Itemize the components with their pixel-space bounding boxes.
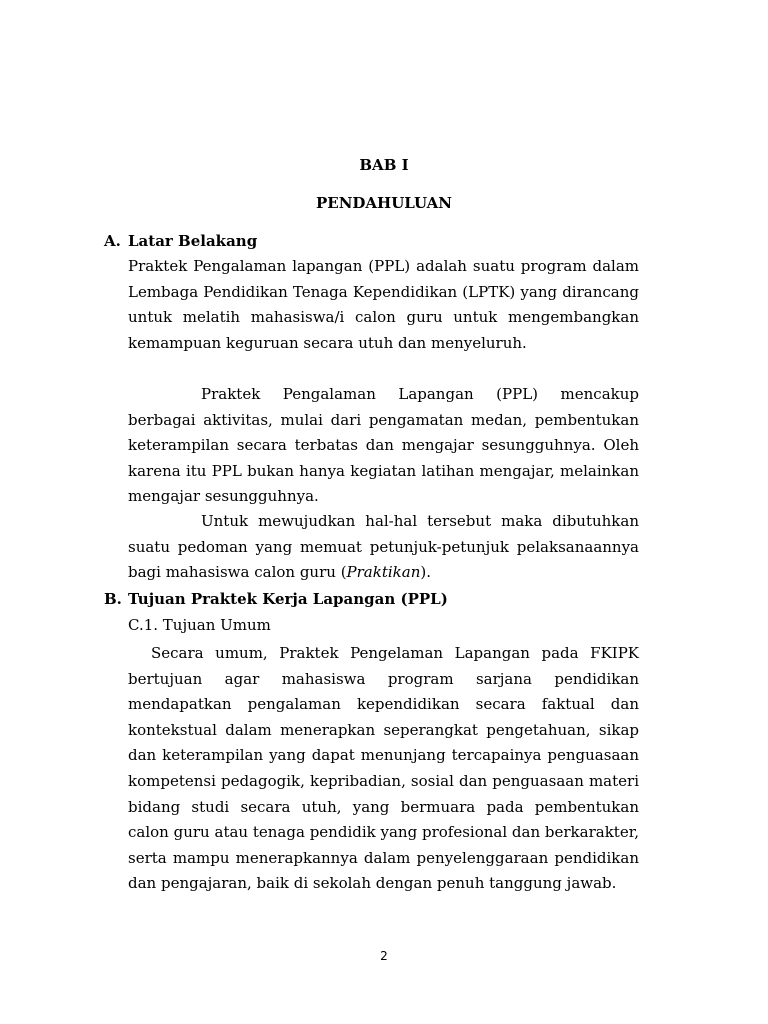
section-a-paragraph-1: Praktek Pengalaman lapangan (PPL) adalah suatu program dalam Lembaga Pendidikan Tenaga Kependidikan (LPTK) yang dirancang untuk melatih mahasiswa/i calon guru untuk mengembangkan kemampuan keguruan secara utuh dan menyeluruh. [128, 257, 639, 352]
paragraph-3-text-after: ). [420, 563, 431, 582]
section-a-title: Latar Belakang [128, 232, 258, 250]
section-b-title: Tujuan Praktek Kerja Lapangan (PPL) [128, 590, 448, 608]
section-a-heading [104, 231, 257, 251]
section-a-paragraph-3 [128, 509, 639, 586]
section-b-heading [104, 589, 448, 609]
chapter-title: PENDAHULUAN [315, 194, 453, 212]
chapter-number: BAB I [359, 156, 409, 174]
section-a-paragraph-2: Praktek Pengalaman Lapangan (PPL) mencakup berbagai aktivitas, mulai dari pengamatan medan, pembentukan keterampilan secara terbatas dan mengajar sesungguhnya. Oleh karena itu PPL bukan hanya kegiatan latihan mengajar, melainkan mengajar sesungguhnya. [128, 385, 639, 506]
page-number: 2 [380, 949, 388, 963]
section-a-marker: A. [104, 232, 121, 250]
praktikan-term: Praktikan [346, 563, 421, 582]
subsection-heading: C.1. Tujuan Umum [128, 616, 271, 634]
paragraph-3-text-before: Untuk mewujudkan hal-hal tersebut maka dibutuhkan suatu pedoman yang memuat petunjuk-petunjuk pelaksanaannya bagi mahasiswa calon guru ( [128, 512, 639, 582]
section-b-paragraph: Secara umum, Praktek Pengelaman Lapangan pada FKIPK bertujuan agar mahasiswa program sarjana pendidikan mendapatkan pengalaman kependidikan secara faktual dan kontekstual dalam menerapkan seperangkat pengetahuan, sikap dan keterampilan yang dapat menunjang tercapainya penguasaan kompetensi pedagogik, kepribadian, sosial dan penguasaan materi bidang studi secara utuh, yang bermuara pada pembentukan calon guru atau tenaga pendidik yang profesional dan berkarakter, serta mampu menerapkannya dalam penyelenggaraan pendidikan dan pengajaran, baik di sekolah dengan penuh tanggung jawab. [128, 644, 639, 893]
section-b-marker: B. [104, 590, 122, 608]
